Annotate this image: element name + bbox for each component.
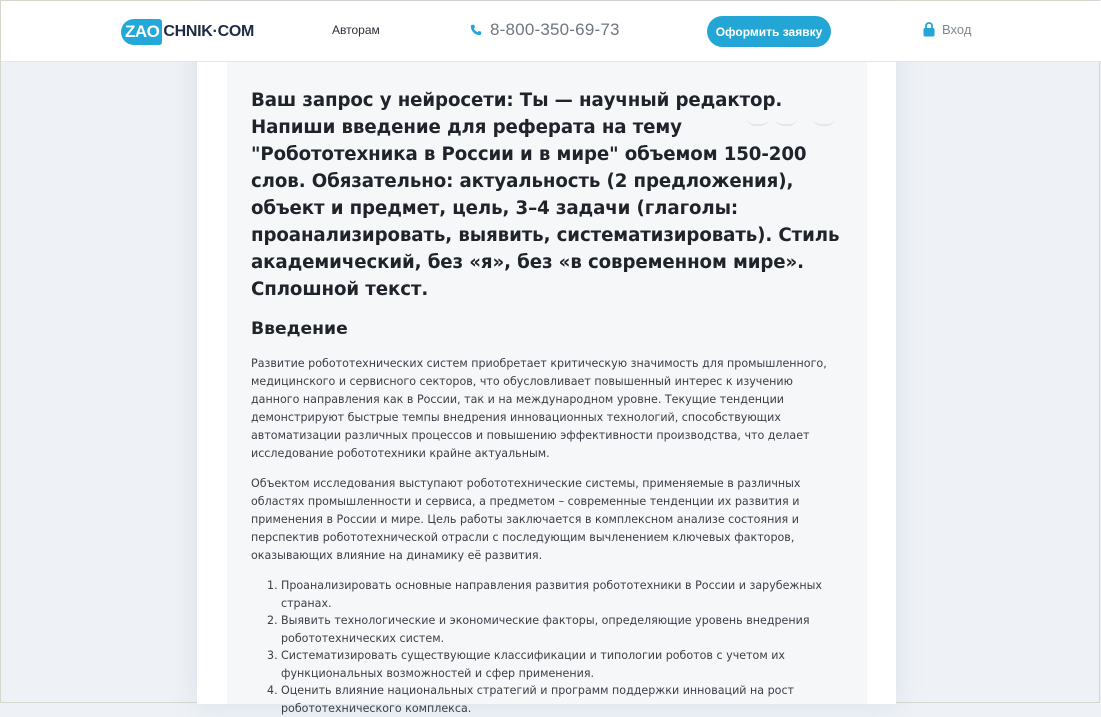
login-label: Вход	[942, 22, 972, 37]
nav-link-authors[interactable]: Авторам	[332, 23, 380, 37]
task-item: Систематизировать существующие классификации и типологии роботов с учетом их функциональных возможностей и сфер применения.	[281, 649, 785, 680]
ai-query-text: Ваш запрос у нейросети: Ты — научный редактор. Напиши введение для реферата на тему "Робототехника в России и в мире" объемом 150-200 слов. Обязательно: актуальность (2 предложения), объект и предмет, цель, 3–4 задачи (глаголы: проанализировать, выявить, систематизировать). Стиль академический, без «я», без «в современном мире». Сплошной текст.	[251, 90, 840, 300]
paragraph-relevance: Развитие робототехнических систем приобретает критическую значимость для промышленного, медицинского и сервисного секторов, что обусловливает повышенный интерес к изучению данного направления как в России, так и на международном уровне. Текущие тенденции демонстрируют быстрые темпы внедрения инновационных технологий, способствующих автоматизации различных процессов и повышению эффективности производства, что делает исследование робототехники крайне актуальным.	[251, 357, 827, 460]
task-item: Оценить влияние национальных стратегий и программ поддержки инноваций на рост робототехнического комплекса.	[281, 684, 795, 715]
logo-prefix: ZAO	[121, 19, 162, 45]
section-heading-introduction: Введение	[251, 319, 348, 339]
paragraph-object-subject: Объектом исследования выступают робототехнические системы, применяемые в различных областях промышленности и сервиса, а предметом – современные тенденции их развития и применения в России и мире. Цель работы заключается в комплексном анализе состояния и перспектив робототехнической отрасли с последующим вычленением ключевых факторов, оказывающих влияние на динамику её развития.	[251, 477, 801, 562]
phone-icon	[470, 24, 482, 36]
order-request-button[interactable]: Оформить заявку	[707, 16, 831, 47]
logo-text: CHNIK·COM	[163, 23, 255, 40]
article-content	[251, 87, 851, 717]
phone-number: 8-800-350-69-73	[490, 20, 620, 39]
lock-icon	[923, 22, 935, 37]
site-header	[1, 1, 1101, 62]
tasks-list	[251, 577, 836, 717]
login-link[interactable]	[923, 22, 971, 37]
site-logo[interactable]	[121, 17, 254, 47]
task-item: Выявить технологические и экономические факторы, определяющие уровень внедрения робототехнических систем.	[281, 614, 810, 645]
task-item: Проанализировать основные направления развития робототехники в России и зарубежных странах.	[281, 579, 822, 610]
phone-contact[interactable]	[470, 20, 620, 40]
